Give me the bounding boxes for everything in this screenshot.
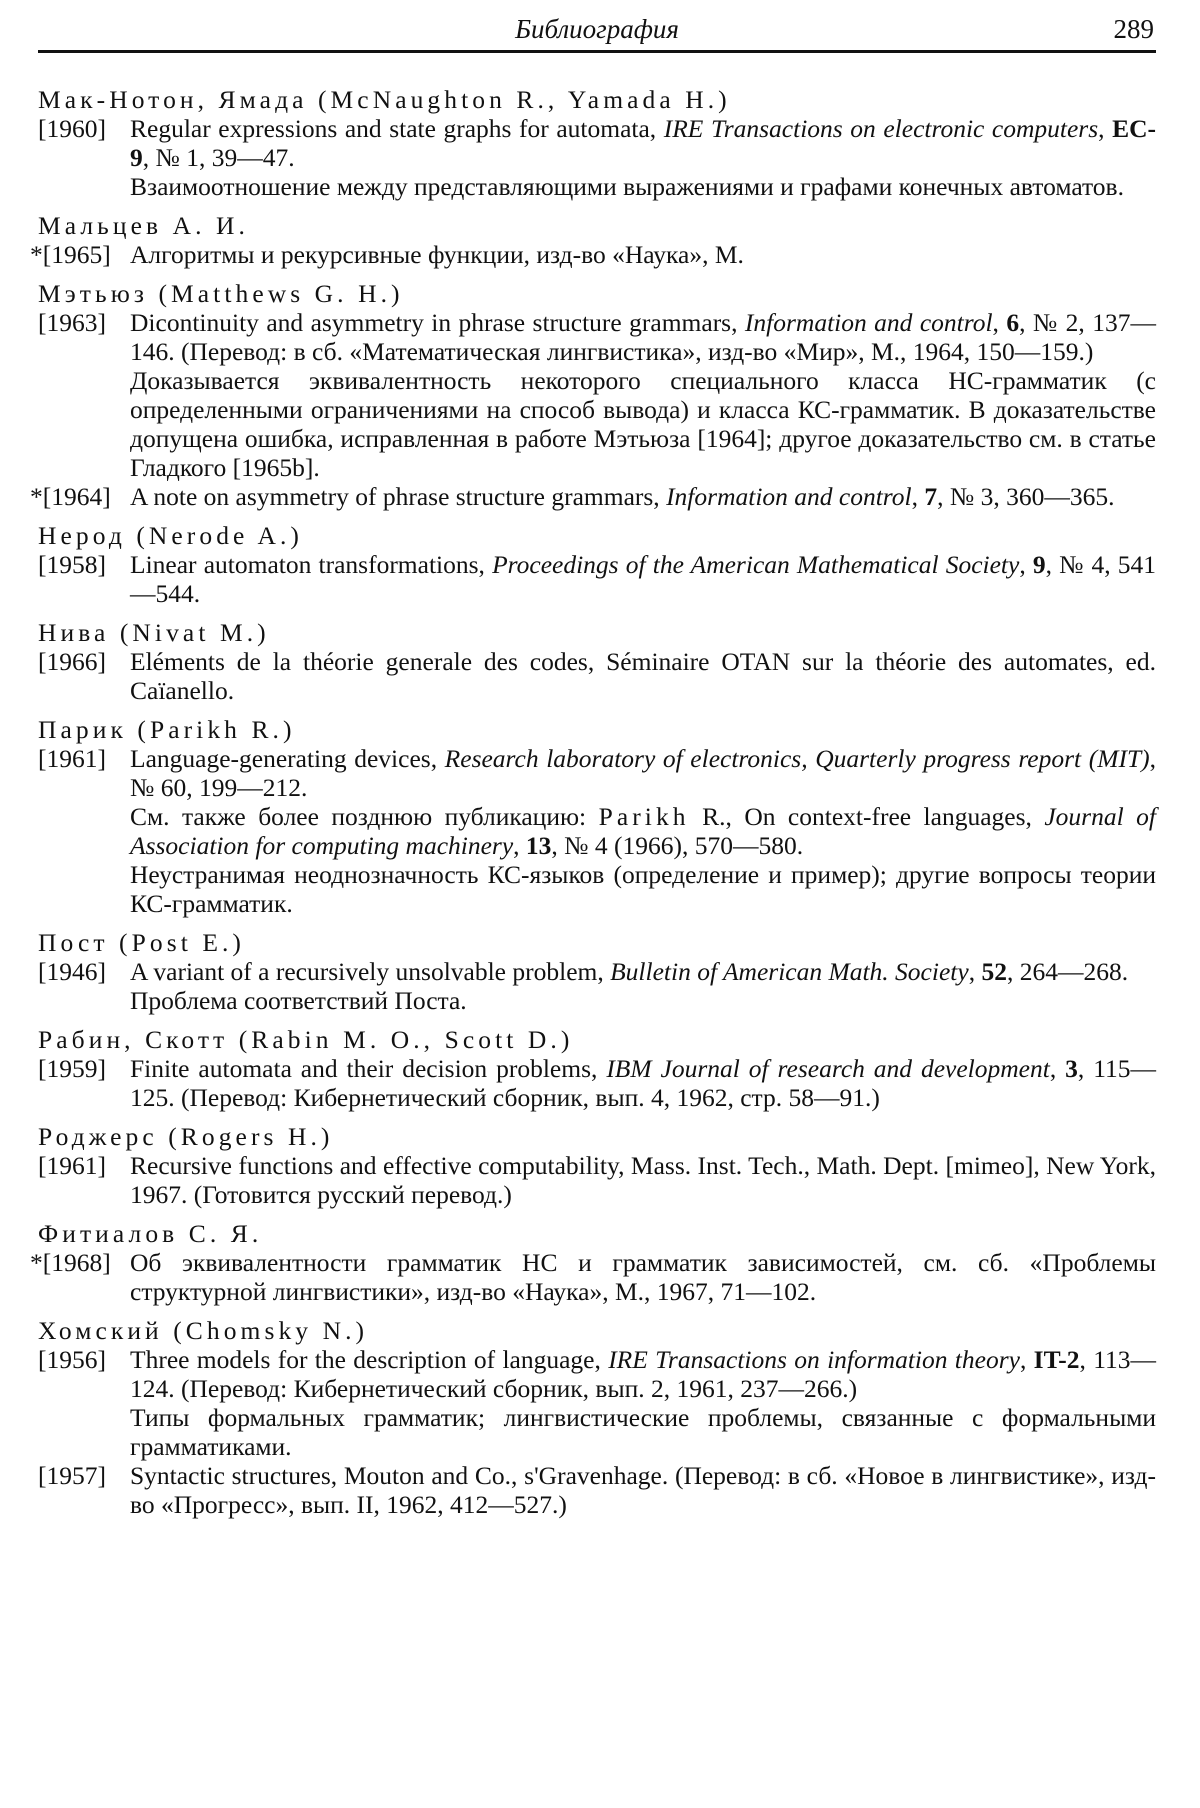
page-number: 289 bbox=[1113, 14, 1154, 44]
reference-year: [1958] bbox=[38, 550, 106, 579]
reference-year: [1960] bbox=[38, 114, 106, 143]
author-heading: Мальцев А. И. bbox=[38, 211, 249, 240]
reference-item bbox=[38, 550, 1156, 608]
reference-text: Finite automata and their decision problems, IBM Journal of research and development, 3, 115—125. (Перевод: Кибернетический сборник, вып. 4, 1962, стр. 58—91.) bbox=[130, 1054, 1156, 1112]
reference-item bbox=[38, 647, 1156, 705]
reference-year: *[1964] bbox=[30, 482, 111, 511]
reference-year: [1961] bbox=[38, 744, 106, 773]
reference-year: [1956] bbox=[38, 1345, 106, 1374]
reference-year: *[1968] bbox=[30, 1248, 111, 1277]
author-heading: Парик (Parikh R.) bbox=[38, 715, 296, 744]
reference-year: [1966] bbox=[38, 647, 106, 676]
reference-year: [1961] bbox=[38, 1151, 106, 1180]
reference-text: A variant of a recursively unsolvable problem, Bulletin of American Math. Society, 52, 264—268. bbox=[130, 957, 1129, 986]
reference-text: A note on asymmetry of phrase structure grammars, Information and control, 7, № 3, 360—365. bbox=[130, 482, 1115, 511]
author-heading: Мак-Нотон, Ямада (McNaughton R., Yamada H.) bbox=[38, 85, 731, 114]
reference-item bbox=[38, 114, 1156, 201]
reference-text: Об эквивалентности грамматик НС и грамматик зависимостей, см. сб. «Проблемы структурной лингвистики», изд-во «Наука», М., 1967, 71—102. bbox=[130, 1248, 1156, 1306]
reference-text: Regular expressions and state graphs for automata, IRE Transactions on electronic computers, EC-9, № 1, 39—47. bbox=[130, 114, 1156, 172]
reference-year: *[1965] bbox=[30, 240, 111, 269]
author-heading: Пост (Post E.) bbox=[38, 928, 246, 957]
reference-year: [1963] bbox=[38, 308, 106, 337]
author-heading: Фитиалов С. Я. bbox=[38, 1219, 263, 1248]
reference-text: Syntactic structures, Mouton and Co., s'Gravenhage. (Перевод: в сб. «Новое в лингвистике», изд-во «Прогресс», вып. II, 1962, 412—527.) bbox=[130, 1461, 1156, 1519]
author-heading: Рабин, Скотт (Rabin M. O., Scott D.) bbox=[38, 1025, 574, 1054]
reference-item bbox=[38, 1345, 1156, 1461]
reference-item bbox=[38, 1151, 1156, 1209]
reference-annotation: Взаимоотношение между представляющими выражениями и графами конечных автоматов. bbox=[130, 172, 1124, 201]
running-title: Библиография bbox=[515, 14, 679, 44]
reference-annotation: Доказывается эквивалентность некоторого специального класса НС-грамматик (с определенными ограничениями на способ вывода) и класса КС-грамматик. В доказательстве допущена ошибка, исправленная в работе Мэтьюза [1964]; другое доказательство см. в статье Гладкого [1965b]. bbox=[130, 366, 1156, 482]
reference-annotation: Проблема соответствий Поста. bbox=[130, 986, 467, 1015]
reference-annotation: См. также более позднюю публикацию: Parikh R., On context-free languages, Journal of Association for computing machinery, 13, № 4 (1966), 570—580. bbox=[130, 802, 1156, 860]
reference-year: [1959] bbox=[38, 1054, 106, 1083]
reference-item bbox=[38, 1461, 1156, 1519]
reference-text: Dicontinuity and asymmetry in phrase structure grammars, Information and control, 6, № 2, 137—146. (Перевод: в сб. «Математическая лингвистика», изд-во «Мир», М., 1964, 150—159.) bbox=[130, 308, 1156, 366]
reference-item bbox=[38, 957, 1156, 1015]
reference-year: [1946] bbox=[38, 957, 106, 986]
reference-item bbox=[38, 1054, 1156, 1112]
reference-text: Linear automaton transformations, Proceedings of the American Mathematical Society, 9, № 4, 541—544. bbox=[130, 550, 1156, 608]
author-heading: Роджерс (Rogers H.) bbox=[38, 1122, 334, 1151]
reference-item bbox=[38, 744, 1156, 918]
reference-text: Recursive functions and effective computability, Mass. Inst. Tech., Math. Dept. [mimeo], New York, 1967. (Готовится русский перевод.) bbox=[130, 1151, 1156, 1209]
reference-text: Language-generating devices, Research laboratory of electronics, Quarterly progress report (MIT), № 60, 199—212. bbox=[130, 744, 1156, 802]
author-heading: Мэтьюз (Matthews G. H.) bbox=[38, 279, 404, 308]
running-header bbox=[38, 10, 1156, 53]
reference-text: Алгоритмы и рекурсивные функции, изд-во «Наука», М. bbox=[130, 240, 744, 269]
reference-year: [1957] bbox=[38, 1461, 106, 1490]
author-heading: Хомский (Chomsky N.) bbox=[38, 1316, 369, 1345]
reference-text: Eléments de la théorie generale des codes, Séminaire OTAN sur la théorie des automates, ed. Caïanello. bbox=[130, 647, 1156, 705]
reference-item bbox=[30, 240, 1156, 269]
reference-annotation: Типы формальных грамматик; лингвистические проблемы, связанные с формальными грамматиками. bbox=[130, 1403, 1156, 1461]
author-heading: Нерод (Nerode A.) bbox=[38, 521, 303, 550]
reference-annotation: Неустранимая неоднозначность КС-языков (определение и пример); другие вопросы теории КС-грамматик. bbox=[130, 860, 1156, 918]
reference-item bbox=[30, 482, 1156, 511]
author-heading: Нива (Nivat M.) bbox=[38, 618, 270, 647]
reference-item bbox=[30, 1248, 1156, 1306]
reference-item bbox=[38, 308, 1156, 482]
bibliography-entries bbox=[30, 85, 1157, 1519]
reference-text: Three models for the description of language, IRE Transactions on information theory, IT-2, 113—124. (Перевод: Кибернетический сборник, вып. 2, 1961, 237—266.) bbox=[130, 1345, 1157, 1403]
